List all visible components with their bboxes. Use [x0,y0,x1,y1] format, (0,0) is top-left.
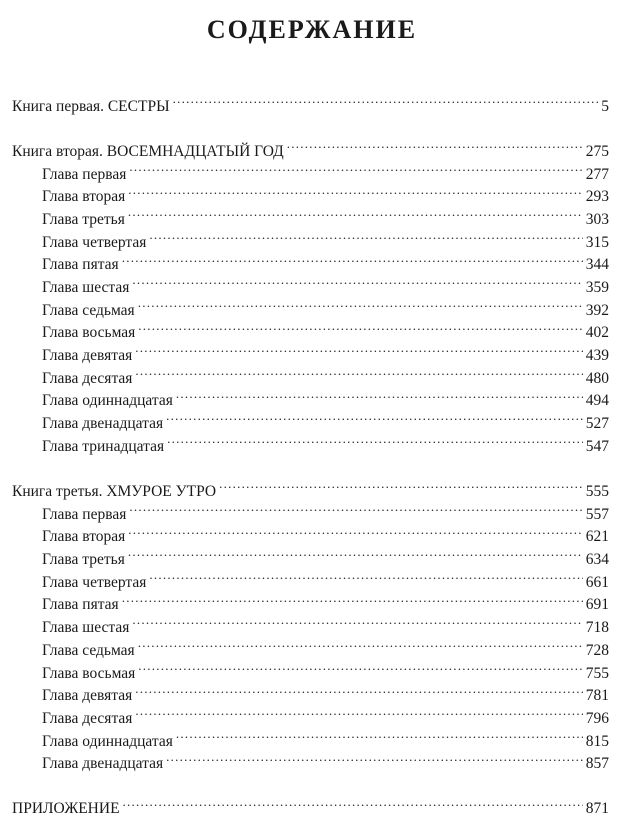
chapter-page: 303 [585,210,609,228]
chapter-page: 359 [585,279,609,296]
dot-leader [138,292,583,315]
chapter-page: 691 [585,596,609,614]
table-of-contents [12,88,609,818]
dot-leader [138,655,582,678]
toc-entry-label: Книга вторая. ВОСЕМНАДЦАТЫЙ ГОД [12,142,284,160]
dot-leader [122,247,583,270]
chapter-label: Глава первая [42,505,127,523]
toc-entry-label: Книга первая. СЕСТРЫ [12,97,170,115]
chapter-page: 344 [585,256,609,274]
dot-leader [173,88,599,111]
toc-entry-label: Книга третья. ХМУРОЕ УТРО [12,483,217,500]
chapter-label: Глава пятая [42,596,119,614]
chapter-label: Глава седьмая [42,301,135,319]
dot-leader [129,496,582,519]
toc-entry-page: 871 [585,800,609,818]
chapter-page: 815 [585,732,609,750]
dot-leader [287,133,583,156]
dot-leader [166,746,583,769]
chapter-label: Глава четвертая [42,233,147,251]
dot-leader [135,700,582,723]
dot-leader [149,224,582,247]
chapter-label: Глава тринадцатая [42,437,165,455]
chapter-page: 293 [585,188,609,206]
dot-leader [176,723,583,746]
chapter-label: Глава десятая [42,369,133,387]
chapter-label: Глава вторая [42,188,126,206]
chapter-page: 494 [585,392,609,410]
dot-leader [132,609,582,632]
chapter-label: Глава восьмая [42,324,136,342]
chapter-page: 621 [585,528,609,546]
chapter-label: Глава шестая [42,279,130,296]
dot-leader [167,428,583,451]
chapter-page: 480 [585,369,609,387]
dot-leader [128,201,583,224]
dot-leader [135,678,582,701]
toc-entry-appendix[interactable] [12,791,609,818]
chapter-label: Глава третья [42,551,125,569]
book-3-chapter-list [12,496,609,773]
chapter-page: 718 [585,619,609,637]
chapter-label: Глава шестая [42,619,130,637]
book-2-chapter-list [12,156,609,455]
chapter-label: Глава одиннадцатая [42,732,173,750]
chapter-page: 315 [585,233,609,251]
dot-leader [128,519,582,542]
dot-leader [129,156,582,179]
toc-entry-page: 555 [585,483,609,500]
chapter-label: Глава двенадцатая [42,415,164,433]
dot-leader [138,315,582,338]
dot-leader [128,541,583,564]
chapter-page: 547 [585,437,609,455]
chapter-page: 277 [585,165,609,183]
chapter-page: 857 [585,755,609,773]
dot-leader [149,564,582,587]
chapter-page: 439 [585,347,609,365]
dot-leader [135,337,582,360]
chapter-label: Глава четвертая [42,573,147,591]
toc-entry-label: ПРИЛОЖЕНИЕ [12,800,120,818]
chapter-page: 634 [585,551,609,569]
chapter-label: Глава первая [42,165,127,183]
dot-leader [135,360,582,383]
chapter-label: Глава пятая [42,256,119,274]
dot-leader [128,179,582,202]
chapter-page: 781 [585,687,609,705]
chapter-label: Глава восьмая [42,664,136,682]
page-title: СОДЕРЖАНИЕ [206,15,418,44]
chapter-page: 392 [585,301,609,319]
dot-leader [219,473,583,496]
chapter-page: 661 [585,573,609,591]
dot-leader [138,632,583,655]
chapter-label: Глава двенадцатая [42,755,164,773]
toc-entry-page: 5 [601,97,609,115]
chapter-label: Глава десятая [42,709,133,727]
chapter-page: 796 [585,709,609,727]
chapter-page: 527 [585,415,609,433]
chapter-label: Глава вторая [42,528,126,546]
chapter-label: Глава седьмая [42,641,135,659]
toc-entry-book-2[interactable] [12,133,609,160]
toc-entry-book-1[interactable] [12,88,609,115]
toc-entry-book-3[interactable] [12,473,609,500]
dot-leader [166,405,583,428]
dot-leader [122,587,583,610]
chapter-page: 728 [585,641,609,659]
chapter-page: 402 [585,324,609,342]
toc-entry-page: 275 [585,142,609,160]
chapter-page: 755 [585,664,609,682]
chapter-page: 557 [585,505,609,523]
chapter-label: Глава третья [42,210,125,228]
chapter-label: Глава девятая [42,347,133,365]
dot-leader [176,383,583,406]
chapter-label: Глава одиннадцатая [42,392,173,410]
dot-leader [132,269,582,292]
dot-leader [123,791,583,814]
chapter-label: Глава девятая [42,687,133,705]
